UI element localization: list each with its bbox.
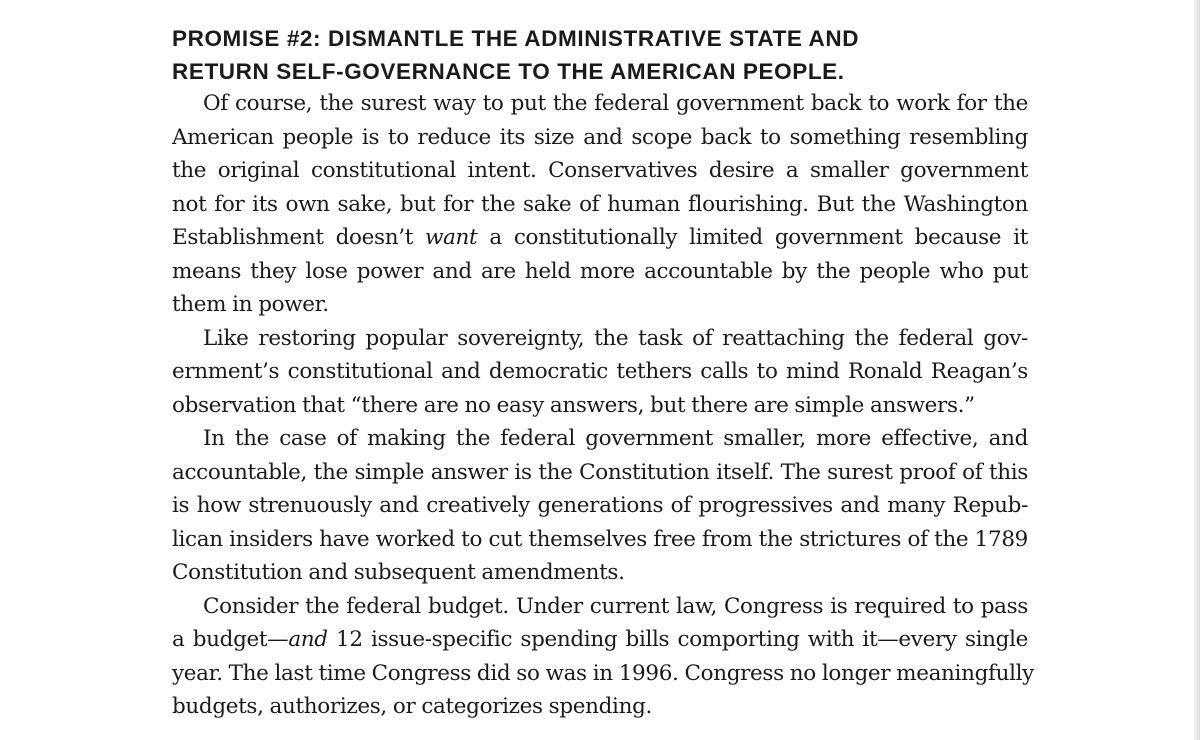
heading-line-2: RETURN SELF-GOVERNANCE TO THE AMERICAN PEOPLE.	[172, 59, 845, 84]
text-line: In the case of making the federal government smaller, more effective, and	[203, 426, 1028, 451]
text-line	[172, 221, 1028, 255]
text-line: means they lose power and are held more accountable by the people who put	[172, 258, 1028, 284]
text-line: ernment’s constitutional and democratic tethers calls to mind Ronald Reagan’s	[172, 359, 1028, 384]
text-line: the original constitutional intent. Conservatives desire a smaller government	[172, 158, 1028, 183]
text-line: not for its own sake, but for the sake of human flourishing. But the Washington	[172, 191, 1028, 217]
section-heading	[172, 22, 1072, 88]
text-line: year. The last time Congress did so was in 1996. Congress no longer meaningfully	[172, 660, 1034, 686]
text-line: budgets, authorizes, or categorizes spending.	[172, 694, 652, 719]
emphasis-text: and	[288, 627, 328, 652]
emphasis-text: want	[425, 225, 478, 250]
text-fragment: Establishment doesn’t	[172, 225, 413, 250]
text-fragment: a budget—	[172, 627, 289, 652]
body-text	[172, 87, 1042, 724]
page-edge-shadow	[1194, 0, 1200, 740]
text-line: is how strenuously and creatively generations of progressives and many Repub-	[172, 493, 1028, 518]
text-line: them in power.	[172, 292, 329, 317]
heading-line-1: PROMISE #2: DISMANTLE THE ADMINISTRATIVE STATE AND	[172, 26, 860, 51]
paragraph	[172, 322, 1042, 423]
text-line	[172, 623, 1028, 657]
text-fragment: 12 issue-specific spending bills comporting with it—every single	[327, 627, 1028, 652]
text-line: lican insiders have worked to cut themselves free from the strictures of the 1789	[172, 526, 1028, 552]
paragraph	[172, 87, 1042, 322]
text-line: American people is to reduce its size and scope back to something resembling	[172, 124, 1028, 150]
text-line: Of course, the surest way to put the federal government back to work for the	[203, 91, 1028, 116]
text-line: accountable, the simple answer is the Constitution itself. The surest proof of this	[172, 459, 1028, 485]
text-line: Like restoring popular sovereignty, the task of reattaching the federal gov-	[203, 325, 1028, 351]
paragraph	[172, 422, 1042, 590]
text-line: observation that “there are no easy answers, but there are simple answers.”	[172, 392, 975, 418]
paragraph	[172, 590, 1042, 724]
text-line: Constitution and subsequent amendments.	[172, 560, 625, 585]
text-line: Consider the federal budget. Under current law, Congress is required to pass	[203, 593, 1028, 619]
text-fragment: a constitutionally limited government because it	[489, 225, 1029, 250]
